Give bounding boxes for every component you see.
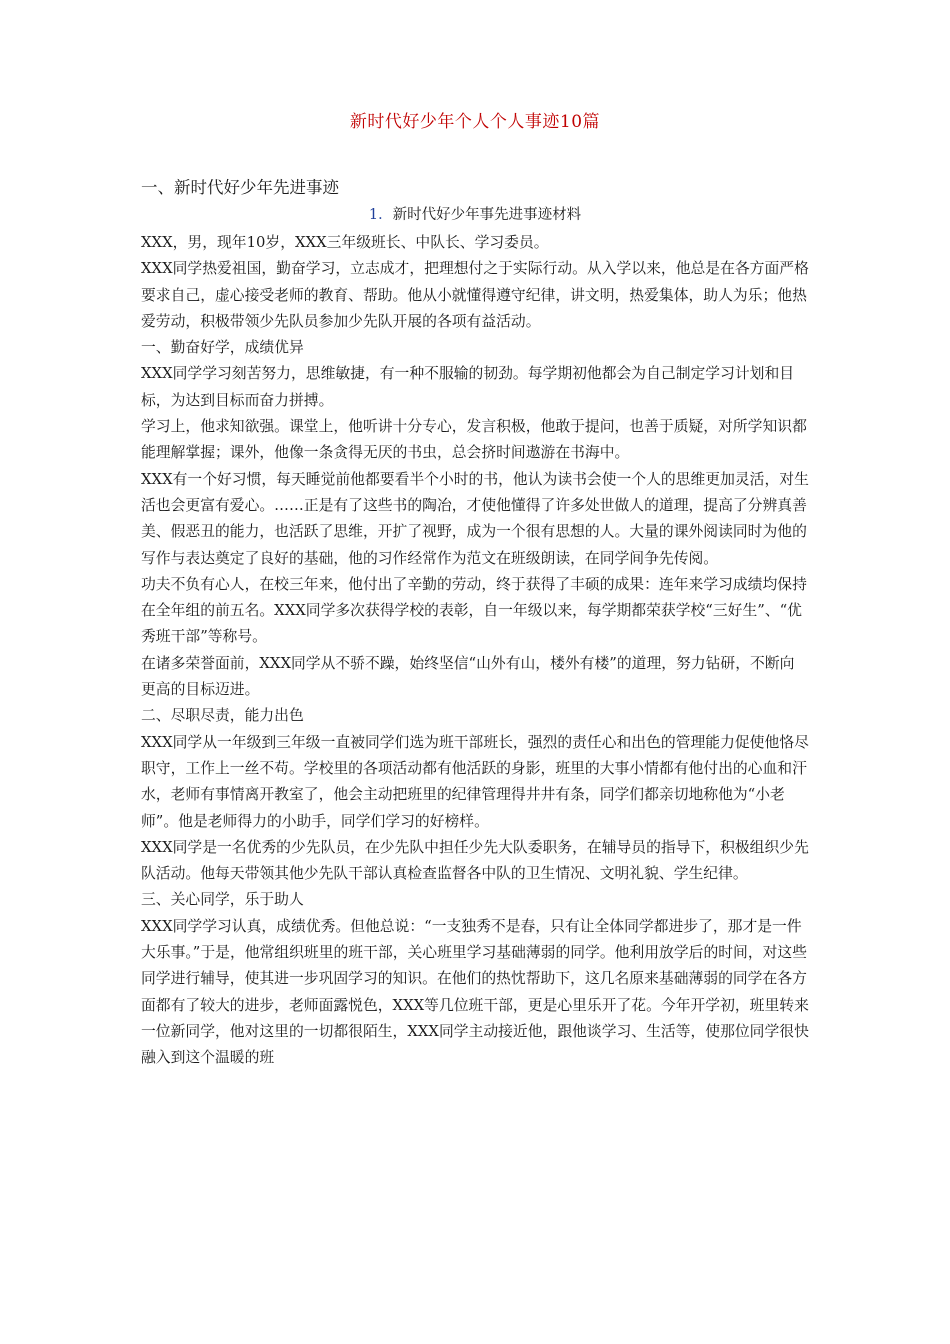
paragraph-heading: 三、关心同学，乐于助人 [141,891,304,909]
section-heading: 一、新时代好少年先进事迹 [141,178,339,197]
paragraph: XXX同学是一名优秀的少先队员，在少先队中担任少先大队委职务，在辅导员的指导下，积极组织少先队活动。他每天带领其他少先队干部认真检查监督各中队的卫生情况、文明礼貌、学生纪律。 [141,838,809,883]
paragraph: 功夫不负有心人，在校三年来，他付出了辛勤的劳动，终于获得了丰硕的成果：连年来学习成绩均保持在全年组的前五名。XXX同学多次获得学校的表彰，自一年级以来，每学期都荣获学校“三好生”、“优秀班干部”等称号。 [141,575,807,646]
document-title: 新时代好少年个人个人事迹10篇 [349,112,601,132]
paragraph: XXX同学热爱祖国，勤奋学习，立志成才，把理想付之于实际行动。从入学以来，他总是在各方面严格要求自己，虚心接受老师的教育、帮助。他从小就懂得遵守纪律，讲文明，热爱集体，助人为乐；他热爱劳动，积极带领少先队员参加少先队开展的各项有益活动。 [141,260,809,330]
paragraph-heading: 一、勤奋好学，成绩优异 [141,339,304,357]
paragraph: XXX有一个好习惯，每天睡觉前他都要看半个小时的书，他认为读书会使一个人的思维更加灵活，对生活也会更富有爱心。……正是有了这些书的陶冶，才使他懂得了许多处世做人的道理，提高了分辨真善美、假恶丑的能力，也活跃了思维，开扩了视野，成为一个很有思想的人。大量的课外阅读同时为他的写作与表达奠定了良好的基础，他的习作经常作为范文在班级朗读，在同学间争先传阅。 [141,470,809,567]
paragraph: XXX同学学习认真，成绩优秀。但他总说：“一支独秀不是春，只有让全体同学都进步了，那才是一件大乐事。”于是，他常组织班里的班干部，关心班里学习基础薄弱的同学。他利用放学后的时间，对这些同学进行辅导，使其进一步巩固学习的知识。在他们的热忱帮助下，这几名原来基础薄弱的同学在各方面都有了较大的进步，老师面露悦色，XXX等几位班干部，更是心里乐开了花。今年开学初，班里转来一位新同学，他对这里的一切都很陌生，XXX同学主动接近他，跟他谈学习、生活等，使那位同学很快融入到这个温暖的班 [141,917,809,1067]
paragraph-heading: 二、尽职尽责，能力出色 [141,707,304,725]
document-body [141,230,809,1072]
sub-heading [141,203,809,224]
paragraph: XXX同学从一年级到三年级一直被同学们选为班干部班长，强烈的责任心和出色的管理能力促使他恪尽职守，工作上一丝不苟。学校里的各项活动都有他活跃的身影，班里的大事小情都有他付出的心血和汗水，老师有事情离开教室了，他会主动把班里的纪律管理得井井有条，同学们都亲切地称他为“小老师”。他是老师得力的小助手，同学们学习的好榜样。 [141,733,809,830]
paragraph: 在诸多荣誉面前，XXX同学从不骄不躁，始终坚信“山外有山，楼外有楼”的道理，努力钻研，不断向更高的目标迈进。 [141,654,795,699]
paragraph: XXX同学学习刻苦努力，思维敏捷，有一种不服输的韧劲。每学期初他都会为自己制定学习计划和目标，为达到目标而奋力拼搏。 [141,365,795,409]
paragraph: 学习上，他求知欲强。课堂上，他听讲十分专心，发言积极，他敢于提问，也善于质疑，对所学知识都能理解掌握；课外，他像一条贪得无厌的书虫，总会挤时间遨游在书海中。 [141,418,807,462]
sub-heading-text: 新时代好少年事先进事迹材料 [392,207,582,223]
paragraph: XXX，男，现年10岁，XXX三年级班长、中队长、学习委员。 [141,234,549,251]
sub-heading-number: 1． [368,207,393,223]
